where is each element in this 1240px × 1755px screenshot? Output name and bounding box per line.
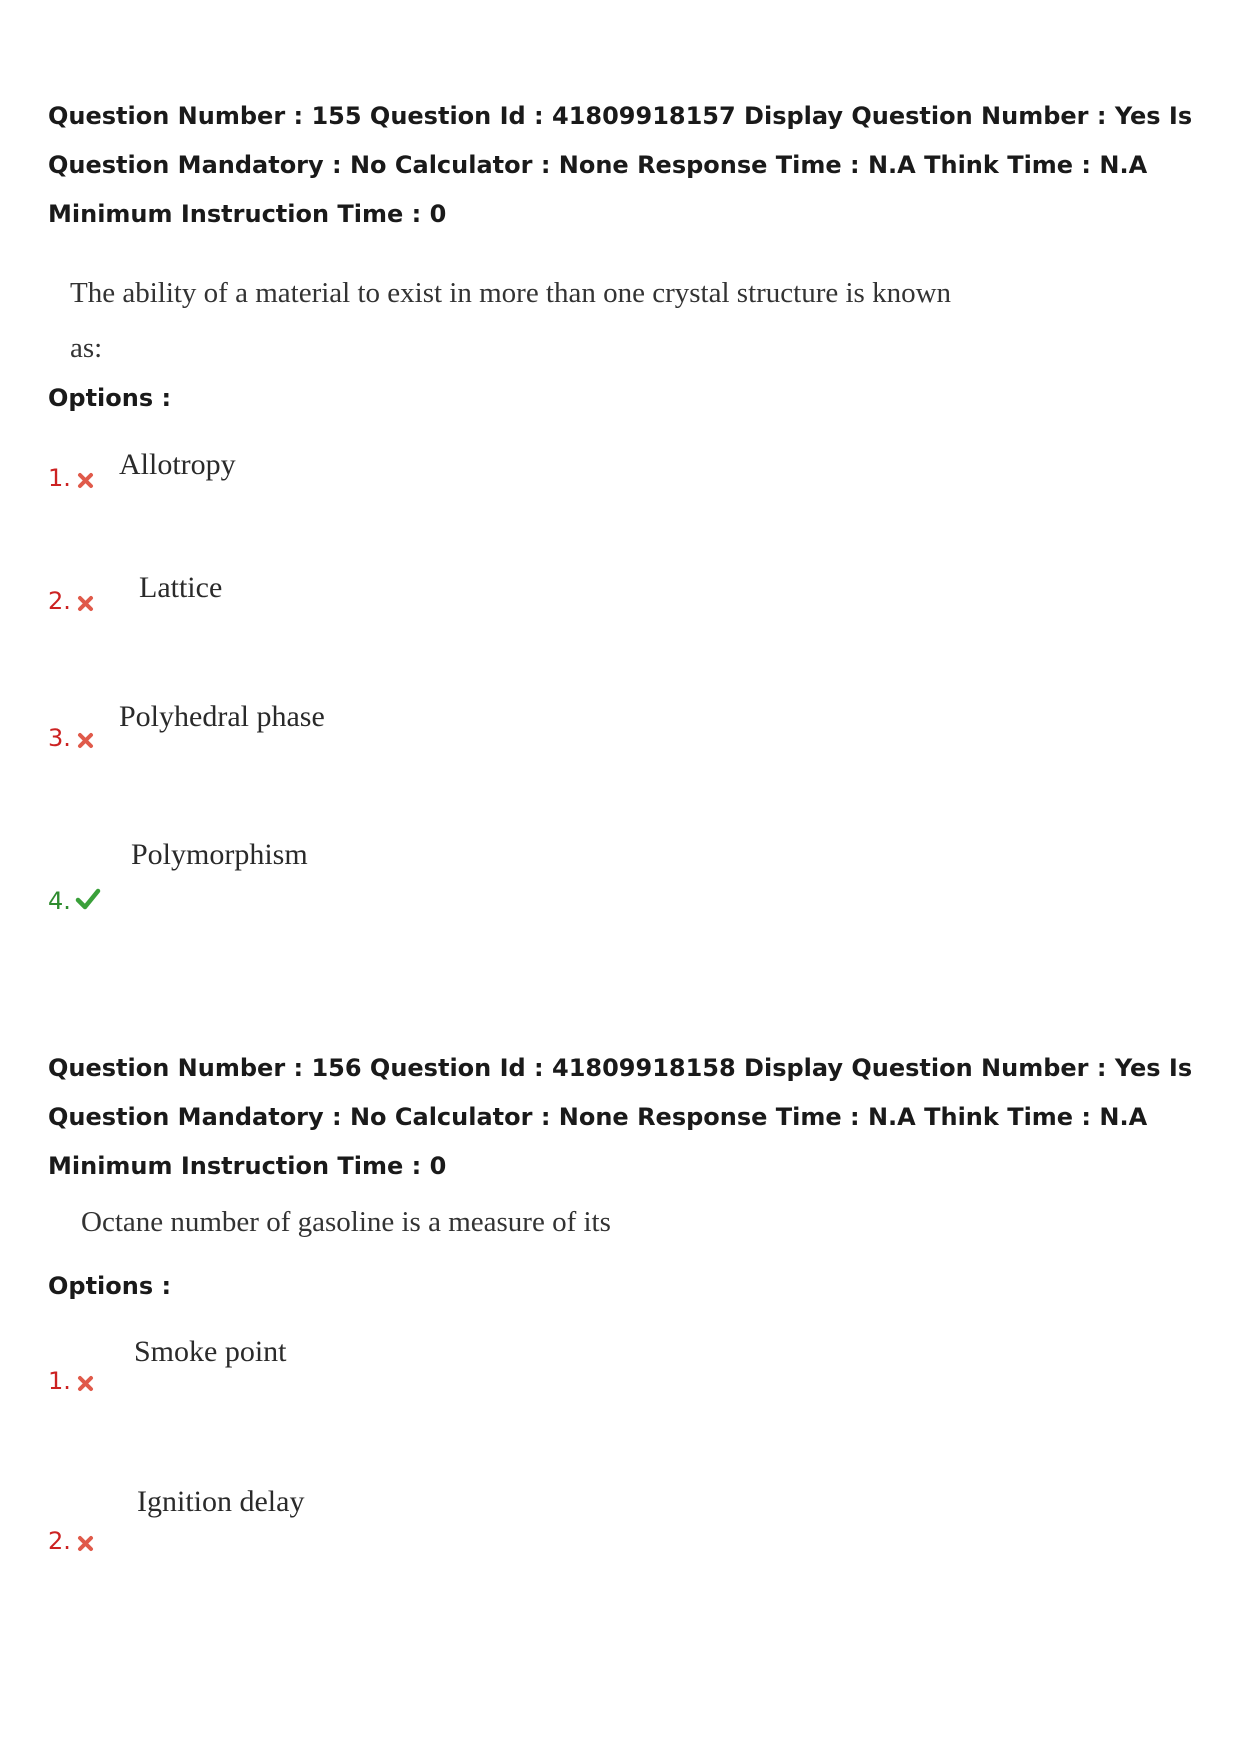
options-label: Options : bbox=[48, 384, 172, 412]
option-text: Smoke point bbox=[134, 1335, 287, 1368]
option-text: Polyhedral phase bbox=[119, 700, 325, 733]
option-number: 2. bbox=[48, 1527, 71, 1555]
question-header: Question Number : 156 Question Id : 41809918158 Display Question Number : Yes Is Question Mandatory : No Calculator : None Response Time : N.A Think Time : N.A Minimum Instruction Time : 0 bbox=[48, 1054, 1193, 1180]
option-text: Ignition delay bbox=[137, 1485, 305, 1518]
check-icon bbox=[75, 888, 101, 910]
option-text: Lattice bbox=[139, 571, 223, 604]
option-text: Allotropy bbox=[119, 448, 236, 481]
option-number: 3. bbox=[48, 724, 71, 752]
question-header: Question Number : 155 Question Id : 41809918157 Display Question Number : Yes Is Question Mandatory : No Calculator : None Response Time : N.A Think Time : N.A Minimum Instruction Time : 0 bbox=[48, 102, 1193, 228]
question-text-line: Octane number of gasoline is a measure of its bbox=[81, 1206, 611, 1238]
option-number: 1. bbox=[48, 464, 71, 492]
cross-icon bbox=[76, 470, 96, 490]
options-label: Options : bbox=[48, 1272, 172, 1300]
cross-icon bbox=[76, 1533, 96, 1553]
question-text-line: The ability of a material to exist in more than one crystal structure is known bbox=[70, 277, 952, 309]
question-text-line: as: bbox=[70, 332, 103, 364]
cross-icon bbox=[76, 593, 96, 613]
option-number: 4. bbox=[48, 887, 71, 915]
option-number: 2. bbox=[48, 587, 71, 615]
cross-icon bbox=[76, 730, 96, 750]
option-number: 1. bbox=[48, 1367, 71, 1395]
option-text: Polymorphism bbox=[131, 838, 308, 871]
cross-icon bbox=[76, 1373, 96, 1393]
